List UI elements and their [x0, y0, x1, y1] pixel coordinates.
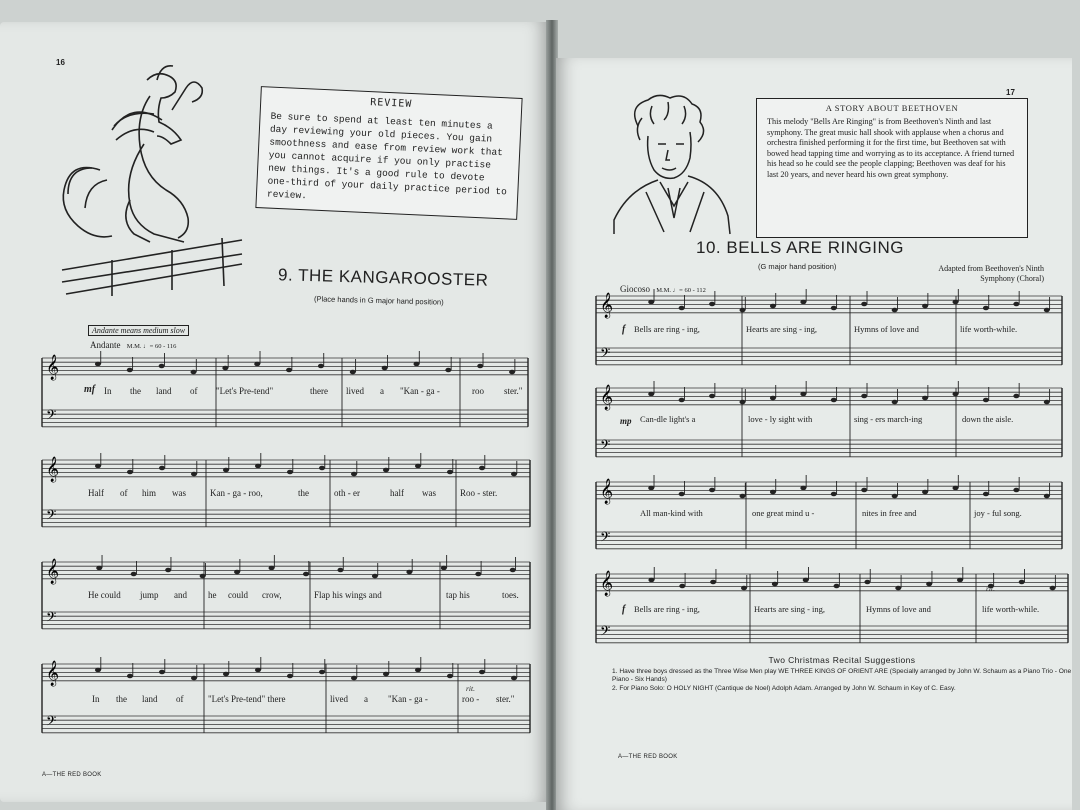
lyric: ster." — [504, 386, 523, 396]
lyric: lived — [330, 694, 348, 704]
svg-text:𝄢: 𝄢 — [46, 407, 57, 426]
page-number: 16 — [56, 58, 65, 67]
svg-text:𝄞: 𝄞 — [600, 293, 614, 318]
lyric: land — [156, 386, 172, 396]
lyric: down the aisle. — [962, 414, 1014, 424]
svg-text:𝄢: 𝄢 — [46, 609, 57, 628]
lyric: was — [422, 488, 436, 498]
lyric: All man-kind with — [640, 508, 703, 518]
lyric: In — [92, 694, 100, 704]
lyric: roo - — [462, 694, 480, 704]
lyric: ster." — [496, 694, 515, 704]
lyric: "Let's Pre-tend" — [216, 386, 274, 396]
dynamic-mark: f — [622, 324, 626, 335]
lyric: sing - ers march-ing — [854, 414, 923, 424]
lyric: one great mind u - — [752, 508, 815, 518]
lyric: Flap his wings and — [314, 590, 382, 600]
song-title: 9. THE KANGAROOSTER — [277, 265, 489, 290]
lyric: crow, — [262, 590, 282, 600]
dynamic-mark: mf — [84, 384, 96, 395]
page-footer: A—THE RED BOOK — [42, 772, 102, 778]
lyric: Hymns of love and — [854, 324, 919, 334]
lyric: of — [190, 386, 198, 396]
review-text: Be sure to spend at least ten minutes a day reviewing your old pieces. You gain smoothness and ease from review work that you cannot acquire if you only practise new things. It's a good rule to devote one-third of your daily practice period to review. — [266, 110, 508, 202]
svg-text:𝄢: 𝄢 — [600, 437, 611, 456]
tempo-note: Andante means medium slow — [88, 325, 189, 336]
svg-text:𝄞: 𝄞 — [600, 479, 614, 504]
recital-suggestions — [612, 656, 1072, 693]
rit-mark: rit. — [986, 584, 995, 593]
svg-text:𝄞: 𝄞 — [600, 385, 614, 410]
suggestion-item: 2. For Piano Solo: O HOLY NIGHT (Cantique de Noel) Adolph Adam. Arranged by John W. Schaum in Key of C. Easy. — [612, 684, 956, 692]
lyric: jump — [140, 590, 159, 600]
lyric: lived — [346, 386, 364, 396]
lyric: Hearts are sing - ing, — [746, 324, 818, 334]
lyric: the — [130, 386, 141, 396]
rit-mark: rit. — [466, 684, 475, 693]
svg-text:𝄢: 𝄢 — [600, 529, 611, 548]
lyric: of — [176, 694, 184, 704]
lyric: and — [174, 590, 187, 600]
lyric: Hymns of love and — [866, 604, 931, 614]
lyric: tap his — [446, 590, 470, 600]
svg-text:𝄢: 𝄢 — [600, 623, 611, 642]
svg-text:𝄞: 𝄞 — [46, 559, 60, 584]
lyric: In — [104, 386, 112, 396]
song-subtitle: (Place hands in G major hand position) — [313, 294, 444, 307]
lyric: could — [228, 590, 248, 600]
lyric: love - ly sight with — [748, 414, 813, 424]
dynamic-mark: mp — [620, 416, 632, 426]
svg-text:𝄞: 𝄞 — [46, 457, 60, 482]
grand-staff — [42, 453, 530, 527]
lyric: life worth-while. — [982, 604, 1040, 614]
lyric: "Kan - ga - — [388, 694, 428, 704]
lyric: the — [298, 488, 309, 498]
lyric: Bells are ring - ing, — [634, 324, 700, 334]
grand-staff — [42, 351, 528, 427]
song-subtitle: (G major hand position) — [758, 262, 837, 271]
lyric: Half — [88, 488, 104, 498]
lyric: him — [142, 488, 157, 498]
left-page — [0, 22, 548, 802]
story-text: This melody "Bells Are Ringing" is from Beethoven's Ninth and last symphony. The great music hall shook with applause when a chorus and orchestra finished performing it for the first time, but Beethoven sat with bowed head tapping time and worrying as to its acceptance. A friend turned his head so he could see the people clapping; Beethoven was deaf for his last 20 years, and never heard his own great symphony. — [767, 117, 1015, 179]
lyric: a — [364, 694, 368, 704]
lyric: Hearts are sing - ing, — [754, 604, 826, 614]
tempo: Andante — [90, 340, 121, 350]
svg-text:𝄞: 𝄞 — [46, 661, 60, 686]
tempo: Giocoso — [620, 284, 650, 294]
metronome: M.M. ♩= 60 - 116 — [126, 343, 177, 350]
svg-text:𝄢: 𝄢 — [46, 507, 57, 526]
right-music-staves — [556, 58, 1072, 810]
review-title: REVIEW — [369, 97, 413, 111]
page-number: 17 — [1006, 88, 1015, 97]
lyric: toes. — [502, 590, 519, 600]
lyric: land — [142, 694, 158, 704]
suggestion-item: 1. Have three boys dressed as the Three Wise Men play WE THREE KINGS OF ORIENT ARE (Specially arranged by John W. Schaum as a Piano Trio - One Piano - Six Hands) — [612, 667, 1072, 683]
lyric: Kan - ga - roo, — [210, 488, 263, 498]
lyric: He could — [88, 590, 121, 600]
svg-text:𝄢: 𝄢 — [600, 345, 611, 364]
lyric: nites in free and — [862, 508, 917, 518]
lyric: roo — [472, 386, 484, 396]
lyric: a — [380, 386, 384, 396]
lyric: joy - ful song. — [974, 508, 1022, 518]
right-page — [556, 58, 1072, 810]
lyric: Can-dle light's a — [640, 414, 696, 424]
lyric: Roo - ster. — [460, 488, 498, 498]
lyric: "Kan - ga - — [400, 386, 440, 396]
lyric: life worth-while. — [960, 324, 1018, 334]
lyric: oth - er — [334, 488, 360, 498]
svg-text:𝄞: 𝄞 — [600, 571, 614, 596]
lyric: half — [390, 488, 404, 498]
lyric: Bells are ring - ing, — [634, 604, 700, 614]
dynamic-mark: f — [622, 604, 626, 615]
lyric: of — [120, 488, 128, 498]
lyric: he — [208, 590, 217, 600]
svg-text:𝄢: 𝄢 — [46, 713, 57, 732]
song-title: 10. BELLS ARE RINGING — [696, 238, 904, 257]
metronome: M.M. ♩= 60 - 112 — [656, 287, 706, 294]
lyric: there — [310, 386, 328, 396]
lyric: the — [116, 694, 127, 704]
story-title: A STORY ABOUT BEETHOVEN — [825, 103, 959, 113]
lyric: was — [172, 488, 186, 498]
lyric: "Let's Pre-tend" there — [208, 694, 286, 704]
adapted-credit: Adapted from Beethoven's Ninth Symphony (Choral) — [938, 264, 1044, 283]
svg-text:𝄞: 𝄞 — [46, 355, 60, 380]
page-footer: A—THE RED BOOK — [618, 754, 678, 760]
suggestions-title: Two Christmas Recital Suggestions — [768, 655, 916, 665]
